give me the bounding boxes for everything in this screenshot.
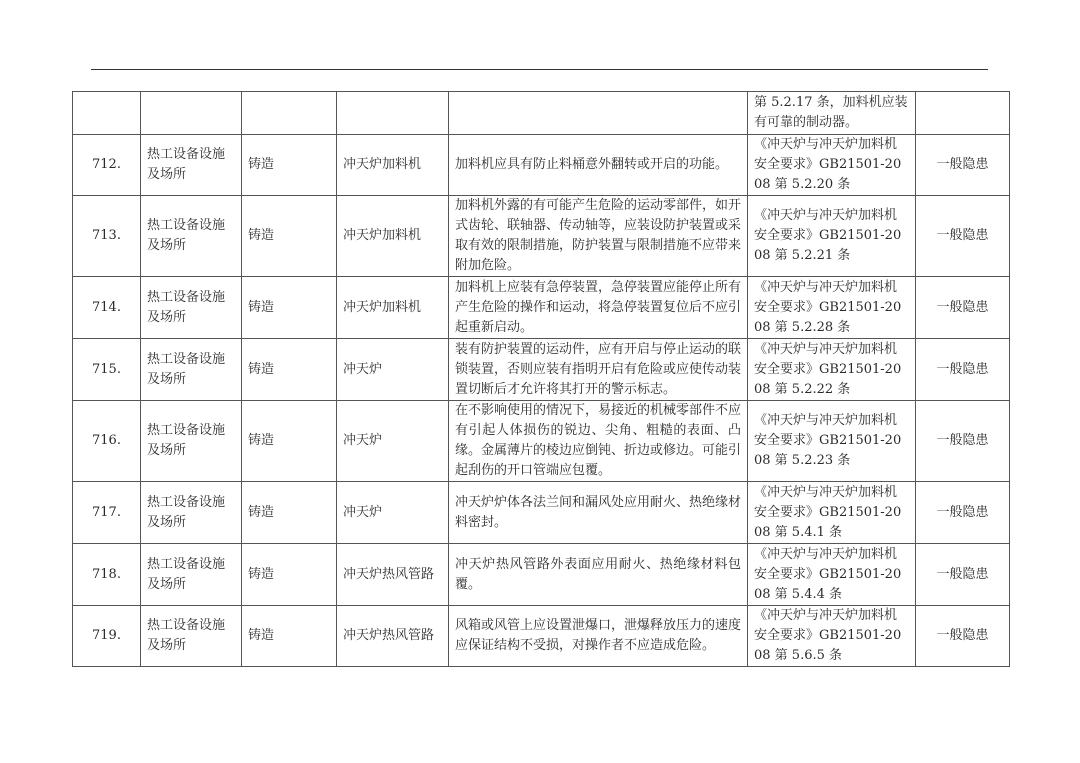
cell-basis: 《冲天炉与冲天炉加料机安全要求》GB21501-2008 第 5.4.4 条 — [748, 544, 916, 606]
cell-no: 712. — [73, 135, 141, 196]
cell-requirement: 加料机外露的有可能产生危险的运动零部件，如开式齿轮、联轴器、传动轴等，应装设防护装置或采取有效的限制措施，防护装置与限制措施不应带来附加危险。 — [449, 196, 748, 277]
cell-requirement: 在不影响使用的情况下，易接近的机械零部件不应有引起人体损伤的锐边、尖角、粗糙的表面、凸缘。金属薄片的棱边应倒钝、折边或修边。可能引起刮伤的开口管端应包覆。 — [449, 401, 748, 482]
cell-equipment: 冲天炉加料机 — [337, 196, 449, 277]
cell-equipment: 冲天炉 — [337, 401, 449, 482]
cell-category: 热工设备设施及场所 — [141, 277, 242, 339]
cell-category: 热工设备设施及场所 — [141, 339, 242, 401]
cell-requirement: 冲天炉热风管路外表面应用耐火、热绝缘材料包覆。 — [449, 544, 748, 606]
cell-category: 热工设备设施及场所 — [141, 135, 242, 196]
cell-requirement: 冲天炉炉体各法兰间和漏风处应用耐火、热绝缘材料密封。 — [449, 482, 748, 544]
table-row — [73, 544, 1010, 606]
cell-no: 714. — [73, 277, 141, 339]
cell-requirement: 风箱或风管上应设置泄爆口，泄爆释放压力的速度应保证结构不受损，对操作者不应造成危险。 — [449, 606, 748, 667]
cell-basis: 第 5.2.17 条，加料机应装有可靠的制动器。 — [748, 92, 916, 135]
cell-basis: 《冲天炉与冲天炉加料机安全要求》GB21501-2008 第 5.2.20 条 — [748, 135, 916, 196]
cell-industry: 铸造 — [242, 544, 337, 606]
cell-equipment: 冲天炉热风管路 — [337, 606, 449, 667]
cell-no: 713. — [73, 196, 141, 277]
cell-basis: 《冲天炉与冲天炉加料机安全要求》GB21501-2008 第 5.2.21 条 — [748, 196, 916, 277]
cell-requirement: 加料机应具有防止料桶意外翻转或开启的功能。 — [449, 135, 748, 196]
cell-industry: 铸造 — [242, 482, 337, 544]
hazard-table — [72, 91, 1010, 667]
cell-equipment: 冲天炉加料机 — [337, 135, 449, 196]
cell-basis: 《冲天炉与冲天炉加料机安全要求》GB21501-2008 第 5.4.1 条 — [748, 482, 916, 544]
cell-level: 一般隐患 — [916, 544, 1010, 606]
cell-industry: 铸造 — [242, 196, 337, 277]
cell-equipment: 冲天炉加料机 — [337, 277, 449, 339]
cell-basis: 《冲天炉与冲天炉加料机安全要求》GB21501-2008 第 5.6.5 条 — [748, 606, 916, 667]
cell-no: 715. — [73, 339, 141, 401]
cell-no: 716. — [73, 401, 141, 482]
cell-basis: 《冲天炉与冲天炉加料机安全要求》GB21501-2008 第 5.2.23 条 — [748, 401, 916, 482]
cell-level: 一般隐患 — [916, 339, 1010, 401]
cell-level: 一般隐患 — [916, 196, 1010, 277]
cell-industry: 铸造 — [242, 135, 337, 196]
table-row — [73, 401, 1010, 482]
cell-equipment: 冲天炉热风管路 — [337, 544, 449, 606]
cell-category: 热工设备设施及场所 — [141, 482, 242, 544]
cell-level — [916, 92, 1010, 135]
table-row-continued — [73, 92, 1010, 135]
cell-no: 719. — [73, 606, 141, 667]
header-rule — [91, 69, 988, 70]
cell-industry: 铸造 — [242, 339, 337, 401]
cell-category: 热工设备设施及场所 — [141, 401, 242, 482]
cell-level: 一般隐患 — [916, 482, 1010, 544]
cell-industry — [242, 92, 337, 135]
cell-level: 一般隐患 — [916, 401, 1010, 482]
table-row — [73, 482, 1010, 544]
cell-basis: 《冲天炉与冲天炉加料机安全要求》GB21501-2008 第 5.2.28 条 — [748, 277, 916, 339]
table-row — [73, 606, 1010, 667]
cell-category: 热工设备设施及场所 — [141, 196, 242, 277]
table-row — [73, 277, 1010, 339]
table-row — [73, 339, 1010, 401]
table-row — [73, 196, 1010, 277]
cell-category — [141, 92, 242, 135]
cell-equipment: 冲天炉 — [337, 482, 449, 544]
table-row — [73, 135, 1010, 196]
cell-basis: 《冲天炉与冲天炉加料机安全要求》GB21501-2008 第 5.2.22 条 — [748, 339, 916, 401]
cell-no: 718. — [73, 544, 141, 606]
cell-category: 热工设备设施及场所 — [141, 544, 242, 606]
cell-requirement: 装有防护装置的运动件，应有开启与停止运动的联锁装置，否则应装有指明开启有危险或应使传动装置切断后才允许将其打开的警示标志。 — [449, 339, 748, 401]
cell-industry: 铸造 — [242, 401, 337, 482]
cell-no: 717. — [73, 482, 141, 544]
cell-equipment: 冲天炉 — [337, 339, 449, 401]
cell-requirement: 加料机上应装有急停装置，急停装置应能停止所有产生危险的操作和运动，将急停装置复位后不应引起重新启动。 — [449, 277, 748, 339]
cell-category: 热工设备设施及场所 — [141, 606, 242, 667]
cell-no — [73, 92, 141, 135]
cell-industry: 铸造 — [242, 606, 337, 667]
cell-industry: 铸造 — [242, 277, 337, 339]
cell-requirement — [449, 92, 748, 135]
cell-level: 一般隐患 — [916, 606, 1010, 667]
cell-level: 一般隐患 — [916, 277, 1010, 339]
cell-equipment — [337, 92, 449, 135]
cell-level: 一般隐患 — [916, 135, 1010, 196]
